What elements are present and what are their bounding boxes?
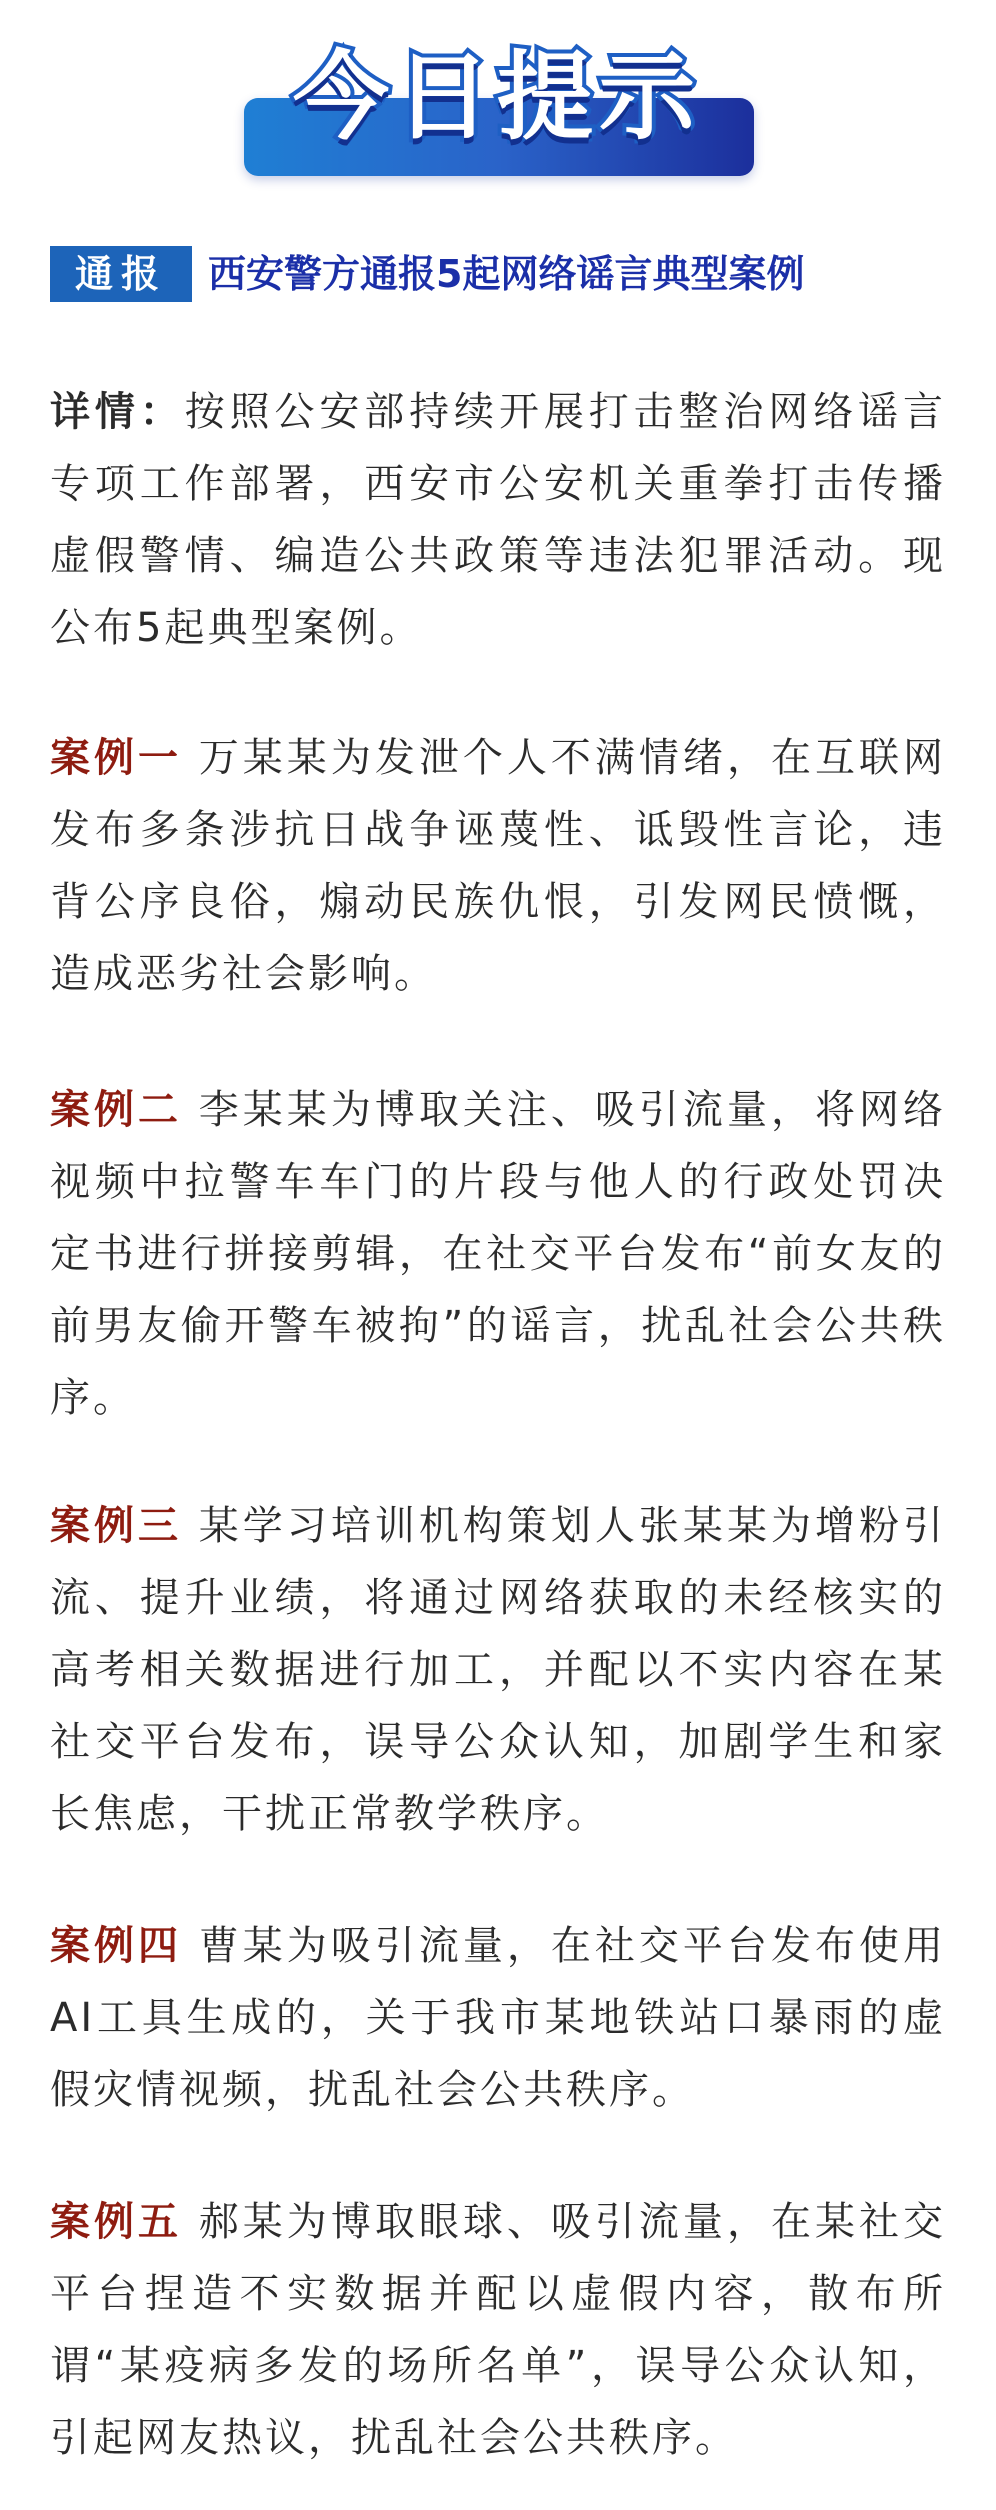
header-banner xyxy=(238,36,756,178)
detail-paragraph xyxy=(50,376,946,664)
detail-text: 按照公安部持续开展打击整治网络谣言专项工作部署，西安市公安机关重拳打击传播虚假警情、编造公共政策等违法犯罪活动。现公布5起典型案例。 xyxy=(50,389,947,651)
notice-title: 西安警方通报5起网络谣言典型案例 xyxy=(208,252,805,296)
case-label: 案例三 xyxy=(50,1503,183,1549)
detail-label: 详情： xyxy=(50,389,185,435)
case-paragraph-3 xyxy=(50,1490,946,1850)
case-paragraph-2 xyxy=(50,1074,946,1434)
case-label: 案例二 xyxy=(50,1087,183,1133)
case-text: 某学习培训机构策划人张某某为增粉引流、提升业绩，将通过网络获取的未经核实的高考相关数据进行加工，并配以不实内容在某社交平台发布，误导公众认知，加剧学生和家长焦虑，干扰正常教学秩序。 xyxy=(50,1503,947,1837)
case-label: 案例四 xyxy=(50,1923,183,1969)
notice-tag: 通报 xyxy=(50,246,192,302)
case-text: 郝某为博取眼球、吸引流量，在某社交平台捏造不实数据并配以虚假内容，散布所谓“某疫病多发的场所名单”，误导公众认知，引起网友热议，扰乱社会公共秩序。 xyxy=(50,2199,947,2461)
case-paragraph-1 xyxy=(50,722,946,1010)
banner-title: 今日提示 xyxy=(293,41,701,153)
case-text: 曹某为吸引流量，在社交平台发布使用AI工具生成的，关于我市某地铁站口暴雨的虚假灾情视频，扰乱社会公共秩序。 xyxy=(50,1923,947,2113)
case-text: 李某某为博取关注、吸引流量，将网络视频中拉警车车门的片段与他人的行政处罚决定书进行拼接剪辑，在社交平台发布“前女友的前男友偷开警车被拘”的谣言，扰乱社会公共秩序。 xyxy=(50,1087,947,1421)
notice-heading xyxy=(50,246,950,302)
case-paragraph-5 xyxy=(50,2186,946,2474)
case-label: 案例五 xyxy=(50,2199,183,2245)
case-label: 案例一 xyxy=(50,735,183,781)
case-paragraph-4 xyxy=(50,1910,946,2126)
case-text: 万某某为发泄个人不满情绪，在互联网发布多条涉抗日战争诬蔑性、诋毁性言论，违背公序良俗，煽动民族仇恨，引发网民愤慨，造成恶劣社会影响。 xyxy=(50,735,947,997)
